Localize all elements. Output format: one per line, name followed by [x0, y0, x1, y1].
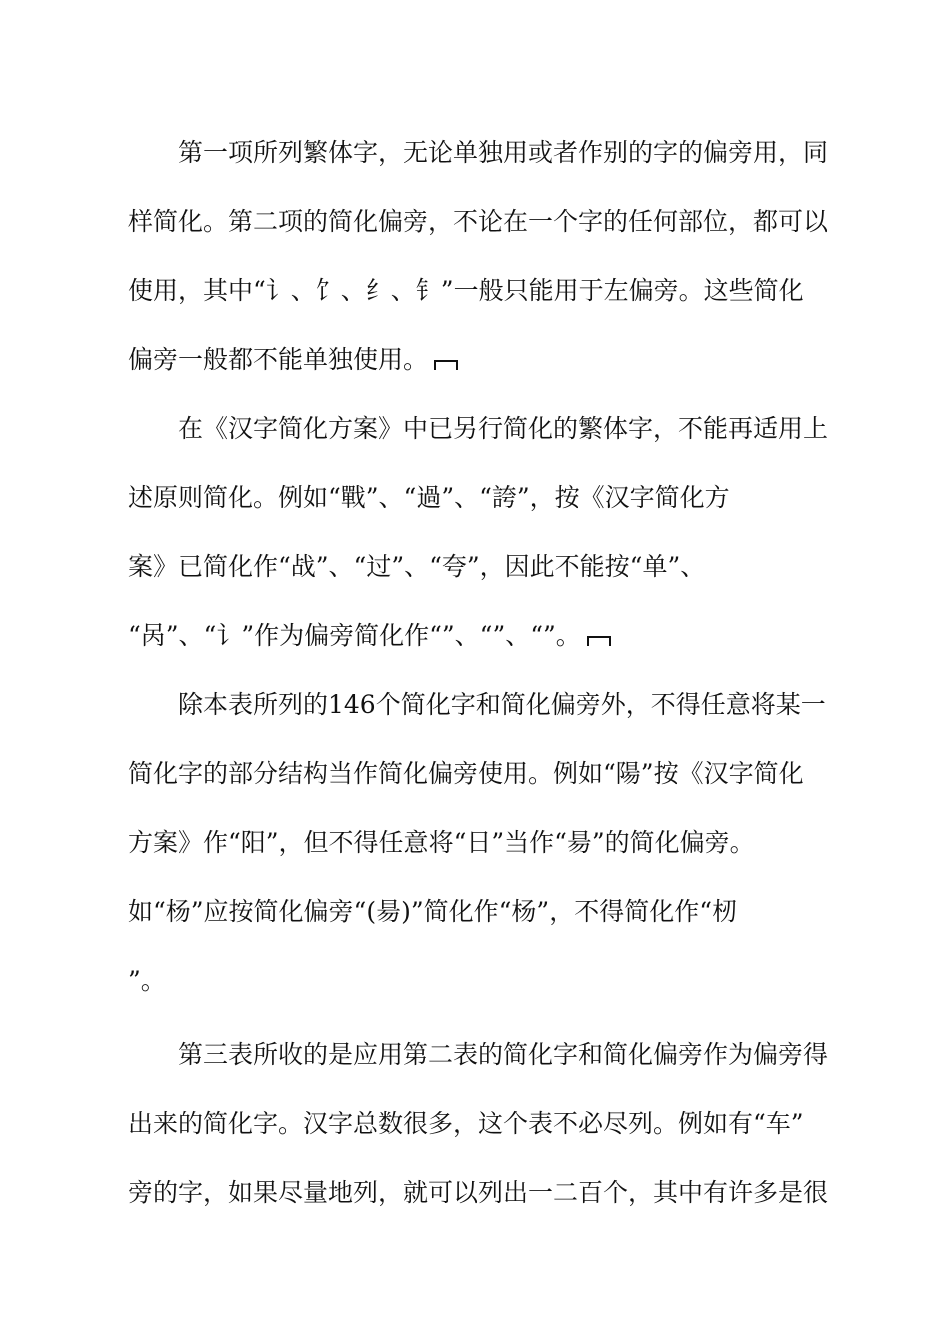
paragraph-end-mark-icon [587, 636, 611, 646]
paragraph-line-text: “呙”、“讠”作为偏旁简化作“”、“”、“”。 [128, 621, 581, 650]
paragraph-last-line [128, 325, 844, 394]
paragraph-line: 样简化。第二项的简化偏旁，不论在一个字的任何部位，都可以 [128, 207, 829, 236]
paragraph-line: 第三表所收的是应用第二表的简化字和简化偏旁作为偏旁得 [178, 1040, 829, 1069]
paragraph-line: 述原则简化。例如“戰”、“過”、“誇”，按《汉字简化方 [128, 483, 730, 512]
paragraph-line: 出来的简化字。汉字总数很多，这个表不必尽列。例如有“车” [128, 1109, 804, 1138]
paragraph-line: 案》已简化作“战”、“过”、“夸”，因此不能按“单”、 [128, 552, 706, 581]
paragraph-last-line [128, 601, 844, 670]
paragraph-3 [128, 670, 844, 1015]
paragraph-line-text: 偏旁一般都不能单独使用。 [128, 345, 429, 374]
paragraph-4 [128, 1020, 844, 1227]
paragraph-line: 如“杨”应按简化偏旁“(昜)”简化作“杨”，不得简化作“杒 [128, 897, 737, 926]
paragraph-end-mark-icon [434, 360, 458, 370]
paragraph-line: 方案》作“阳”，但不得任意将“日”当作“昜”的简化偏旁。 [128, 828, 755, 857]
paragraph-line: 简化字的部分结构当作简化偏旁使用。例如“陽”按《汉字简化 [128, 759, 804, 788]
paragraph-2 [128, 394, 844, 670]
paragraph-line: ”。 [128, 966, 166, 995]
paragraph-line: 第一项所列繁体字，无论单独用或者作别的字的偏旁用，同 [178, 138, 829, 167]
paragraph-line: 除本表所列的146个简化字和简化偏旁外，不得任意将某一 [178, 690, 826, 719]
paragraph-line: 使用，其中“讠、饣、纟、钅”一般只能用于左偏旁。这些简化 [128, 276, 804, 305]
paragraph-line: 在《汉字简化方案》中已另行简化的繁体字，不能再适用上 [178, 414, 829, 443]
paragraph-line: 旁的字，如果尽量地列，就可以列出一二百个，其中有许多是很 [128, 1178, 829, 1207]
paragraph-1 [128, 118, 844, 394]
